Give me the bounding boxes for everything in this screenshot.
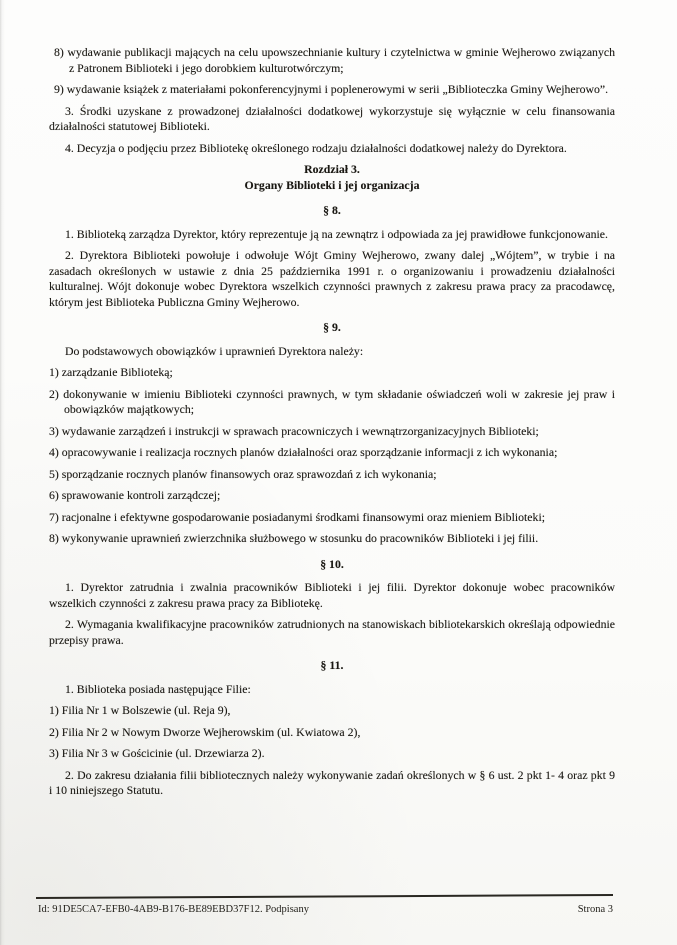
list-item-text: wydawanie książek z materiałami pokonferencyjnymi i poplenerowymi w serii „Biblioteczka Gminy Wejherowo”.: [66, 82, 609, 96]
chapter-heading: [49, 162, 615, 193]
list-item-number: 8): [54, 45, 64, 59]
list-item-text: sprawowanie kontroli zarządczej;: [61, 488, 221, 502]
list-item: [49, 746, 615, 762]
paragraph: Do podstawowych obowiązków i uprawnień Dyrektora należy:: [65, 343, 364, 358]
list-item-number: 1): [49, 365, 59, 379]
page-footer: [36, 897, 613, 915]
paragraph: 2. Wymagania kwalifikacyjne pracowników zatrudnionych na stanowiskach bibliotekarskich określają odpowiednie przepisy prawa.: [49, 617, 615, 647]
list-item-text: sporządzanie rocznych planów finansowych oraz sprawozdań z ich wykonania;: [61, 466, 437, 481]
paragraph: 2. Dyrektora Biblioteki powołuje i odwołuje Wójt Gminy Wejherowo, zwany dalej „Wójtem”, w trybie i na zasadach określonych w ustawie z dnia 25 października 1991 r. o organizowaniu i prowadzeniu działalności kulturalnej. Wójt dokonuje wobec Dyrektora wszelkich czynności prawnych z zakresu prawa pracy za pracodawcę, którym jest Biblioteka Publiczna Gminy Wejherowo.: [49, 248, 615, 309]
document-id: Id: 91DE5CA7-EFB0-4AB9-B176-BE89EBD37F12. Podpisany: [38, 904, 309, 915]
chapter-number: Rozdział 3.: [304, 162, 360, 176]
list-item-text: Filia Nr 2 w Nowym Dworze Wejherowskim (ul. Kwiatowa 2),: [61, 724, 361, 739]
list-item-number: 2): [49, 386, 59, 401]
list-item: [49, 445, 615, 461]
list-item-number: 9): [54, 82, 64, 96]
list-item-number: 3): [49, 423, 59, 438]
list-item: [54, 82, 615, 98]
list-item-number: 3): [49, 746, 59, 760]
list-item-number: 4): [49, 445, 59, 459]
list-item-number: 8): [49, 531, 59, 545]
paragraph: 3. Środki uzyskane z prowadzonej działalności dodatkowej wykorzystuje się wyłącznie w celu finansowania działalności statutowej Biblioteki.: [49, 103, 615, 133]
list-item-number: 5): [49, 466, 59, 481]
list-item: [49, 467, 615, 483]
list-item: [49, 531, 615, 547]
list-item: [49, 510, 615, 526]
list-item-number: 2): [49, 724, 59, 739]
list-item: [49, 387, 615, 418]
list-item: [49, 488, 615, 504]
paragraph: 4. Decyzja o podjęciu przez Bibliotekę określonego rodzaju działalności dodatkowej należy do Dyrektora.: [65, 140, 567, 155]
list-item-number: 1): [49, 703, 59, 717]
list-item-text: dokonywanie w imieniu Biblioteki czynności prawnych, w tym składanie oświadczeń woli w zakresie jej praw i obowiązków majątkowych;: [63, 386, 615, 416]
list-item-text: wydawanie zarządzeń i instrukcji w sprawach pracowniczych i wewnątrzorganizacyjnych Biblioteki;: [61, 423, 539, 438]
paragraph: 1. Dyrektor zatrudnia i zwalnia pracowników Biblioteki i jej filii. Dyrektor dokonuje wobec pracowników wszelkich czynności z zakresu prawa pracy za Bibliotekę.: [49, 580, 615, 610]
document-body: [49, 45, 615, 805]
list-item: [49, 725, 615, 741]
list-item-text: opracowywanie i realizacja rocznych planów działalności oraz sporządzanie informacji z ich wykonania;: [61, 445, 558, 459]
list-item: [49, 424, 615, 440]
paragraph: 1. Biblioteką zarządza Dyrektor, który reprezentuje ją na zewnątrz i odpowiada za jej prawidłowe funkcjonowanie.: [65, 226, 608, 241]
list-item-text: zarządzanie Biblioteką;: [61, 365, 173, 379]
list-item-number: 7): [49, 509, 59, 524]
list-item-text: wykonywanie uprawnień zwierzchnika służbowego w stosunku do pracowników Biblioteki i jej filii.: [61, 531, 539, 545]
list-item-text: Filia Nr 1 w Bolszewie (ul. Reja 9),: [61, 703, 231, 717]
paragraph: 2. Do zakresu działania filii bibliotecznych należy wykonywanie zadań określonych w § 6 ust. 2 pkt 1- 4 oraz pkt 9 i 10 niniejszego Statutu.: [49, 767, 615, 797]
page-number: Strona 3: [577, 904, 613, 915]
list-item-text: wydawanie publikacji mających na celu upowszechnianie kultury i czytelnictwa w gminie Wejherowo związanych z Patronem Biblioteki i jego dorobkiem kulturotwórczym;: [67, 45, 615, 75]
list-item: [49, 703, 615, 719]
list-item: [49, 365, 615, 381]
section-mark: § 11.: [320, 658, 344, 672]
chapter-title: Organy Biblioteki i jej organizacja: [244, 177, 420, 192]
footer-divider: [36, 894, 613, 899]
section-mark: § 10.: [320, 556, 344, 571]
list-item-text: Filia Nr 3 w Gościcinie (ul. Drzewiarza 2).: [61, 746, 265, 760]
paragraph: 1. Biblioteka posiada następujące Filie:: [65, 681, 251, 696]
list-item: [54, 45, 615, 76]
footer-text-row: [36, 904, 613, 915]
list-item-number: 6): [49, 488, 59, 502]
section-mark: § 9.: [323, 320, 341, 334]
list-item-text: racjonalne i efektywne gospodarowanie posiadanymi środkami finansowymi oraz mieniem Biblioteki;: [61, 509, 545, 524]
section-mark: § 8.: [323, 203, 341, 217]
